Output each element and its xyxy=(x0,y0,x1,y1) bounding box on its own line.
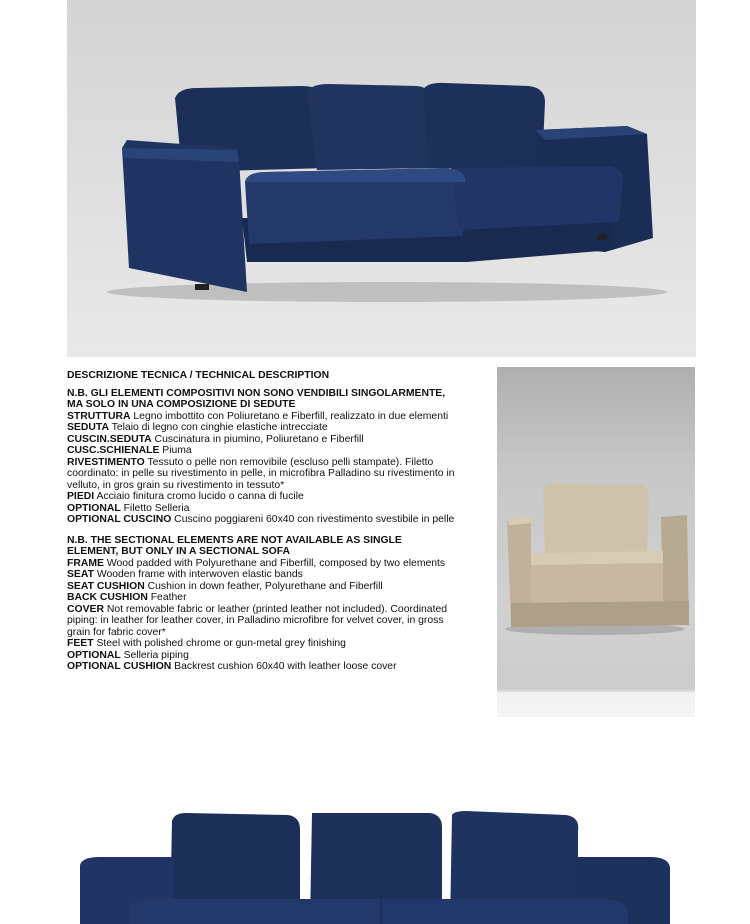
spec-text: Filetto Selleria xyxy=(120,502,190,514)
spec-line xyxy=(67,638,455,650)
spec-line xyxy=(67,514,455,526)
spec-text: Wooden frame with interwoven elastic bands xyxy=(93,569,303,580)
spec-text: Backrest cushion 60x40 with leather loose cover xyxy=(171,661,397,672)
spec-text: Steel with polished chrome or gun-metal grey finishing xyxy=(93,638,346,649)
spec-text: Telaio di legno con cinghie elastiche intrecciate xyxy=(108,422,328,433)
spec-line xyxy=(67,434,455,446)
spec-label: BACK CUSHION xyxy=(67,592,148,603)
spec-label: PIEDI xyxy=(67,491,95,502)
spec-line xyxy=(67,457,455,492)
armchair-photo xyxy=(497,367,695,717)
spec-text: Cuscino poggiareni 60x40 con rivestimento svestibile in pelle xyxy=(171,514,455,525)
spec-label: FEET xyxy=(67,638,94,649)
english-spec-list xyxy=(67,558,455,673)
spec-line xyxy=(67,503,455,515)
spec-text: Legno imbottito con Poliuretano e Fiberfill, realizzato in due elementi xyxy=(130,410,449,422)
spec-text: Wood padded with Polyurethane and Fiberfill, composed by two elements xyxy=(103,557,446,569)
spec-label: SEAT xyxy=(67,569,94,580)
spec-label: OPTIONAL CUSHION xyxy=(67,661,172,672)
spec-label: RIVESTIMENTO xyxy=(67,456,145,468)
spec-label: STRUTTURA xyxy=(67,410,131,422)
spec-line xyxy=(67,569,455,581)
spec-line xyxy=(67,445,455,457)
spec-label: OPTIONAL CUSCINO xyxy=(67,514,172,525)
spec-line xyxy=(67,592,455,604)
spec-line xyxy=(67,604,455,639)
spec-label: COVER xyxy=(67,603,104,615)
sofa-photo xyxy=(67,0,696,357)
italian-spec-list xyxy=(67,411,455,526)
spec-text: Selleria piping xyxy=(120,649,189,661)
spec-line xyxy=(67,411,455,423)
spec-label: CUSC.SCHIENALE xyxy=(67,445,160,456)
english-note: N.B. THE SECTIONAL ELEMENTS ARE NOT AVAILABLE AS SINGLE ELEMENT, BUT ONLY IN A SECTIONAL SOFA xyxy=(67,534,402,557)
spec-label: OPTIONAL xyxy=(67,649,121,661)
spec-line xyxy=(67,491,455,503)
specs-title: DESCRIZIONE TECNICA / TECHNICAL DESCRIPTION xyxy=(67,370,330,381)
sofa-detail-photo xyxy=(0,775,750,924)
spec-line xyxy=(67,558,455,570)
spec-text: Piuma xyxy=(159,445,192,456)
spec-label: FRAME xyxy=(67,557,104,569)
spec-label: SEDUTA xyxy=(67,422,109,433)
spec-text: Feather xyxy=(147,592,187,603)
spec-label: CUSCIN.SEDUTA xyxy=(67,433,152,445)
spec-line xyxy=(67,650,455,662)
spec-line xyxy=(67,422,455,434)
spec-text: Acciaio finitura cromo lucido o canna di fucile xyxy=(94,491,304,502)
spec-text: Not removable fabric or leather (printed leather not included). Coordinated piping: in leather for leather cover, in Palladino microfibre for velvet cover, in gross grain for fabric cover* xyxy=(67,603,448,638)
spec-label: OPTIONAL xyxy=(67,502,121,514)
spec-line xyxy=(67,581,455,593)
spec-text: Cuscinatura in piumino, Poliuretano e Fiberfill xyxy=(151,433,364,445)
spec-text: Cushion in down feather, Polyurethane and Fiberfill xyxy=(144,580,383,592)
spec-line xyxy=(67,661,455,673)
italian-note: N.B. GLI ELEMENTI COMPOSITIVI NON SONO VENDIBILI SINGOLARMENTE, MA SOLO IN UNA COMPOSIZIONE DI SEDUTE xyxy=(67,387,446,410)
spec-label: SEAT CUSHION xyxy=(67,580,145,592)
technical-description xyxy=(67,370,455,673)
spec-text: Tessuto o pelle non removibile (escluso pelli stampate). Filetto coordinato: in pelle su rivestimento in pelle, in microfibra Palladino su rivestimento in velluto, in gros grain su rivestimento in tessuto* xyxy=(67,456,455,491)
